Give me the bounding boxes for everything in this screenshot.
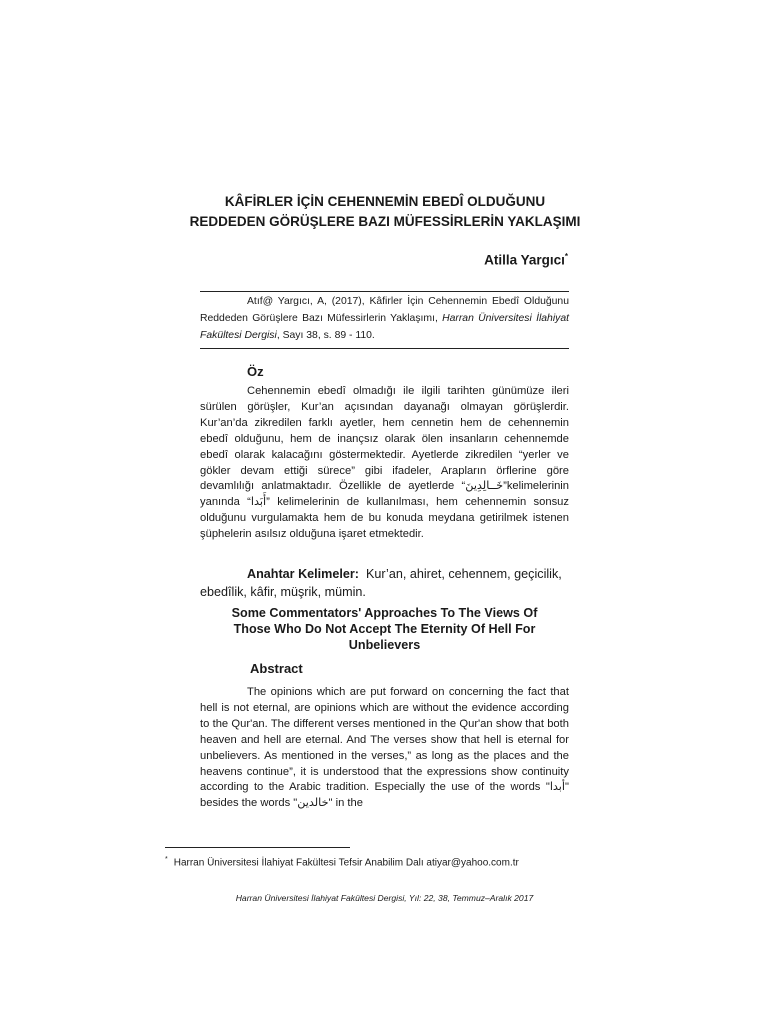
footnote-marker: * (165, 856, 168, 863)
oz-text-3: ” kelimelerinin de kullanılması, hem cehennemin sonsuz olduğunu vurgulamakta hem de bu konuda meydana getirilmek istenen şüphelerin asılsız olduğuna işaret etmektedir. (200, 496, 569, 541)
abstract-text-1: The opinions which are put forward on concerning the fact that hell is not eternal, are opinions which are without the evidence according to the Qur'an. The different verses mentioned in the Qur'an show that both heaven and hell are eternal. And The verses show that hell is eternal for unbelievers. As mentioned in the verses,” as long as the places and the heavens continue”, it is understood that the expressions show continuity according to the Arabic tradition. Especially the use of the words " (200, 686, 569, 794)
oz-arabic-1: خَــالِدِينَ (465, 480, 504, 493)
abstract-heading: Abstract (250, 661, 303, 676)
citation-suffix: , Sayı 38, s. 89 - 110. (276, 329, 375, 341)
keywords-text: Kur’an, ahiret, cehennem, geçicilik, ebedîlik, kâfir, müşrik, mümin. (200, 567, 562, 599)
oz-arabic-2: أَبَدا (250, 496, 267, 509)
english-title-line-3: Unbelievers (348, 638, 421, 652)
article-title (150, 192, 620, 232)
article-title-line-1: KÂFİRLER İÇİN CEHENNEMİN EBEDÎ OLDUĞUNU (224, 194, 546, 209)
citation-text (200, 294, 569, 344)
footnote-text: Harran Üniversitesi İlahiyat Fakültesi Tefsir Anabilim Dalı atiyar@yahoo.com.tr (173, 857, 519, 869)
keywords-label: Anahtar Kelimeler: (247, 567, 359, 581)
oz-paragraph (200, 384, 569, 543)
abstract-arabic-2: خالدين (297, 797, 329, 810)
footnote (165, 853, 519, 870)
running-footer: Harran Üniversitesi İlahiyat Fakültesi Dergisi, Yıl: 22, 38, Temmuz–Aralık 2017 (235, 893, 534, 903)
author (484, 252, 568, 268)
author-footnote-marker[interactable]: * (564, 252, 568, 261)
citation-box (200, 291, 569, 349)
oz-text-1: Cehennemin ebedî olmadığı ile ilgili tarihten günümüze ileri sürülen görüşler, Kur’an açısından dayanağı olmayan görüşlerdir. Kur’an’da zikredilen farklı ayetler, hem cennetin hem de cehennemin ebedî olduğunu, hem de inançsız olarak ölen insanların cehennemde ebedî olarak kalacağını göstermektedir. Ayetlerde zikredilen “yerler ve gökler devam ettiği sürece” gibi ifadeler, Arapların örflerine göre devamlılığı anlatmaktadır. Özellikle de ayetlerde “ (200, 385, 569, 493)
citation-journal: Harran Üniversitesi İlahiyat Fakültesi Dergisi (200, 312, 569, 341)
citation-prefix: Atıf@ Yargıcı, A, (2017), Kâfirler İçin Cehennemin Ebedî Olduğunu Reddeden Görüşlere Bazı Müfessirlerin Yaklaşımı, (200, 296, 569, 324)
author-name: Atilla Yargıcı (484, 252, 565, 268)
keywords (200, 565, 569, 601)
english-title (200, 605, 569, 653)
abstract-paragraph (200, 685, 569, 812)
oz-heading: Öz (247, 364, 264, 379)
abstract-arabic-1: أبدا (549, 781, 566, 794)
oz-text-2: ”kelimelerinin yanında “ (200, 480, 569, 509)
abstract-text-2: " besides the words " (200, 781, 569, 810)
footnote-divider (165, 847, 350, 848)
english-title-line-2: Those Who Do Not Accept The Eternity Of Hell For (233, 622, 536, 636)
english-title-line-1: Some Commentators' Approaches To The Views Of (231, 606, 538, 620)
article-title-line-2: REDDEDEN GÖRÜŞLERE BAZI MÜFESSİRLERİN YAKLAŞIMI (189, 214, 581, 229)
abstract-text-3: " in the (328, 797, 363, 810)
